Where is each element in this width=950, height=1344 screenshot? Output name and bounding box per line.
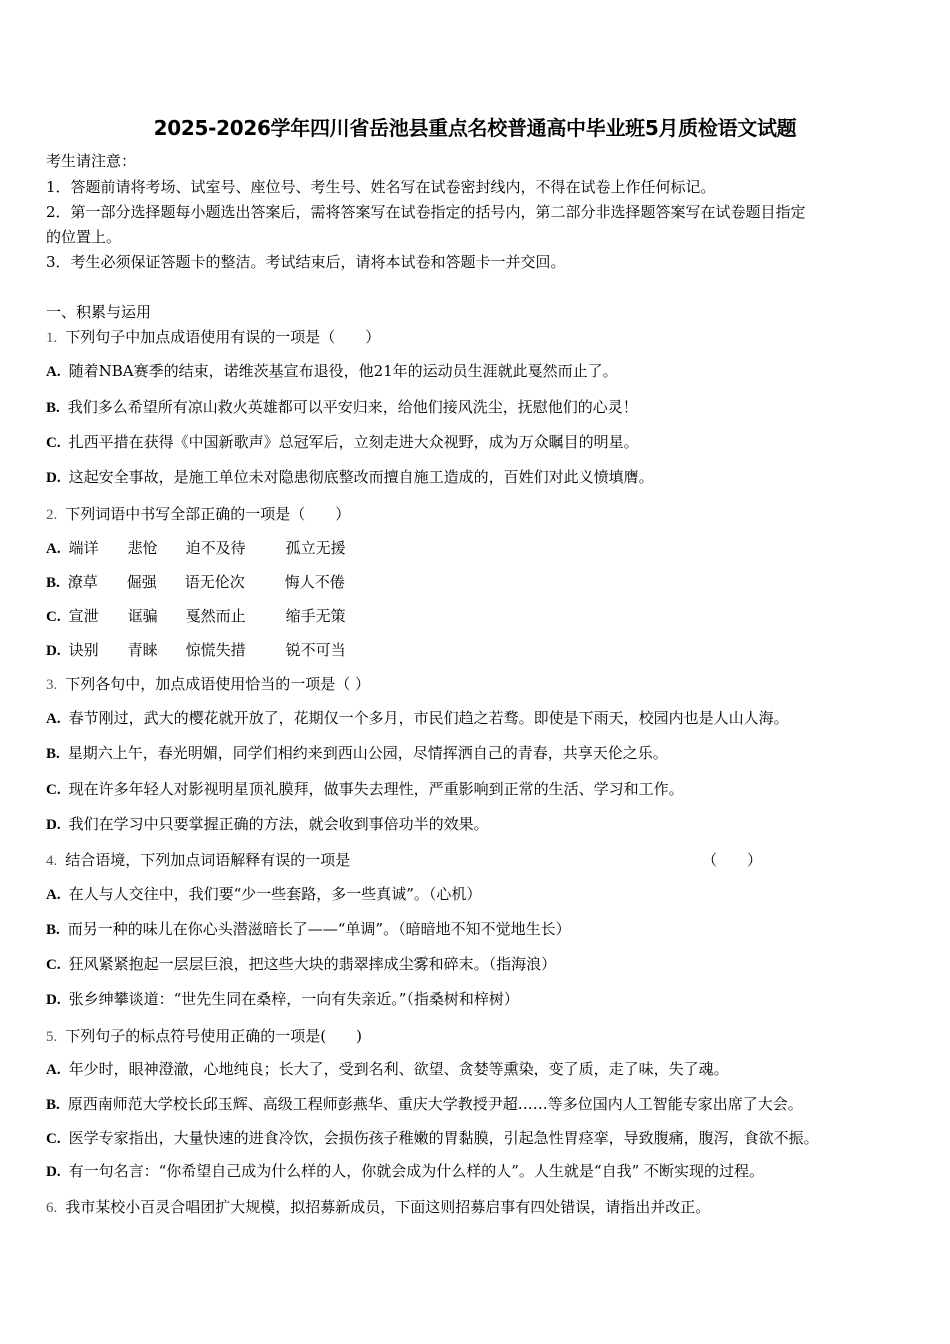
page-title: 2025-2026学年四川省岳池县重点名校普通高中毕业班5月质检语文试题 xyxy=(153,116,797,140)
question-stem xyxy=(46,504,350,525)
option-word: 缩手无策 xyxy=(285,607,346,625)
option-letter: C. xyxy=(46,609,61,625)
option-word: 悔人不倦 xyxy=(284,573,345,591)
option-text: 我们多么希望所有凉山救火英雄都可以平安归来，给他们接风洗尘，抚慰他们的心灵！ xyxy=(67,398,638,416)
option-word: 悲怆 xyxy=(127,539,158,557)
option-text: 张乡绅攀谈道：“世先生同在桑梓，一向有失亲近。”（指桑树和梓树） xyxy=(68,990,519,1008)
question-text: 结合语境，下列加点词语解释有误的一项是 xyxy=(65,851,351,869)
option-letter: D. xyxy=(46,643,61,659)
option-word: 语无伦次 xyxy=(184,573,245,591)
option-text: 扎西平措在获得《中国新歌声》总冠军后，立刻走进大众视野，成为万众瞩目的明星。 xyxy=(68,433,639,451)
option-letter: C. xyxy=(46,782,61,798)
option-c xyxy=(46,779,684,800)
option-word: 潦草 xyxy=(67,573,98,591)
option-word: 诀别 xyxy=(68,641,99,659)
option-a xyxy=(46,884,481,905)
option-d xyxy=(46,989,519,1010)
option-word: 惊慌失措 xyxy=(185,641,246,659)
option-word: 诓骗 xyxy=(127,607,158,625)
option-letter: B. xyxy=(46,400,60,416)
option-word: 青睐 xyxy=(127,641,158,659)
option-word: 戛然而止 xyxy=(185,607,246,625)
option-letter: A. xyxy=(46,1062,61,1078)
option-text: 医学专家指出，大量快速的进食冷饮，会损伤孩子稚嫩的胃黏膜，引起急性胃痉挛，导致腹痛，腹泻，食欲不振。 xyxy=(68,1129,819,1147)
option-letter: B. xyxy=(46,1097,60,1113)
option-c xyxy=(46,606,346,627)
option-text: 在人与人交往中，我们要“少一些套路，多一些真诚”。（心机） xyxy=(68,885,482,903)
option-b xyxy=(46,919,571,940)
option-b xyxy=(46,743,668,764)
option-letter: C. xyxy=(46,957,61,973)
option-letter: D. xyxy=(46,992,61,1008)
question-text: 下列各句中，加点成语使用恰当的一项是（ ） xyxy=(65,675,371,693)
option-d xyxy=(46,640,346,661)
option-d xyxy=(46,467,654,488)
option-letter: C. xyxy=(46,435,61,451)
notice-item: 的位置上。 xyxy=(46,228,122,246)
option-c xyxy=(46,432,639,453)
question-number: 3. xyxy=(46,677,58,693)
question-text: 下列句子中加点成语使用有误的一项是（ ） xyxy=(65,328,381,346)
option-letter: A. xyxy=(46,887,61,903)
notice-heading: 考生请注意： xyxy=(46,152,137,170)
option-a xyxy=(46,708,789,729)
option-letter: A. xyxy=(46,364,61,380)
option-word: 倔强 xyxy=(126,573,157,591)
option-c xyxy=(46,954,556,975)
option-text: 现在许多年轻人对影视明星顶礼膜拜，做事失去理性，严重影响到正常的生活、学习和工作。 xyxy=(68,780,684,798)
option-text: 原西南师范大学校长邱玉辉、高级工程师彭燕华、重庆大学教授尹超……等多位国内人工智能专家出席了大会。 xyxy=(67,1095,803,1113)
option-b xyxy=(46,397,638,418)
option-a xyxy=(46,538,346,559)
option-letter: A. xyxy=(46,541,61,557)
question-text: 下列句子的标点符号使用正确的一项是( ) xyxy=(65,1027,362,1045)
option-text: 年少时，眼神澄澈，心地纯良；长大了，受到名利、欲望、贪婪等熏染，变了质，走了味，失了魂。 xyxy=(68,1060,729,1078)
option-letter: D. xyxy=(46,817,61,833)
option-text: 有一句名言：“你希望自己成为什么样的人，你就会成为什么样的人”。人生就是“自我” 不断实现的过程。 xyxy=(68,1162,765,1180)
notice-item: 1．答题前请将考场、试室号、座位号、考生号、姓名写在试卷密封线内，不得在试卷上作任何标记。 xyxy=(46,178,716,196)
option-letter: B. xyxy=(46,746,60,762)
question-stem xyxy=(46,850,763,871)
option-text: 随着NBA赛季的结束，诺维茨基宣布退役，他21年的运动员生涯就此戛然而止了。 xyxy=(68,362,618,380)
option-d xyxy=(46,814,489,835)
option-letter: B. xyxy=(46,575,60,591)
question-stem xyxy=(46,1026,362,1047)
question-number: 1. xyxy=(46,330,58,346)
option-c xyxy=(46,1128,819,1149)
option-letter: C. xyxy=(46,1131,61,1147)
option-word: 端详 xyxy=(68,539,99,557)
option-a xyxy=(46,1059,729,1080)
question-number: 2. xyxy=(46,507,58,523)
question-number: 6. xyxy=(46,1200,58,1216)
answer-paren: （ ） xyxy=(702,851,763,869)
question-text: 我市某校小百灵合唱团扩大规模，拟招募新成员，下面这则招募启事有四处错误，请指出并改正。 xyxy=(65,1198,711,1216)
notice-item: 2．第一部分选择题每小题选出答案后，需将答案写在试卷指定的括号内，第二部分非选择题答案写在试卷题目指定 xyxy=(46,203,806,221)
question-number: 4. xyxy=(46,853,58,869)
option-d xyxy=(46,1161,764,1182)
option-text: 狂风紧紧抱起一层层巨浪，把这些大块的翡翠摔成尘雾和碎末。（指海浪） xyxy=(68,955,557,973)
option-word: 宣泄 xyxy=(68,607,99,625)
option-text: 而另一种的味儿在你心头潜滋暗长了——“单调”。（暗暗地不知不觉地生长） xyxy=(67,920,571,938)
option-letter: B. xyxy=(46,922,60,938)
option-letter: D. xyxy=(46,470,61,486)
question-text: 下列词语中书写全部正确的一项是（ ） xyxy=(65,505,351,523)
option-b xyxy=(46,1094,803,1115)
option-a xyxy=(46,361,618,382)
option-text: 星期六上午，春光明媚，同学们相约来到西山公园，尽情挥洒自己的青春，共享天伦之乐。 xyxy=(67,744,668,762)
option-letter: D. xyxy=(46,1164,61,1180)
notice-item: 3．考生必须保证答题卡的整洁。考试结束后，请将本试卷和答题卡一并交回。 xyxy=(46,253,566,271)
option-text: 这起安全事故，是施工单位未对隐患彻底整改而擅自施工造成的，百姓们对此义愤填膺。 xyxy=(68,468,654,486)
option-b xyxy=(46,572,345,593)
question-stem xyxy=(46,327,380,348)
question-stem xyxy=(46,1197,710,1218)
section-heading: 一、积累与运用 xyxy=(46,303,152,321)
option-word: 锐不可当 xyxy=(285,641,346,659)
question-number: 5. xyxy=(46,1029,58,1045)
option-letter: A. xyxy=(46,711,61,727)
option-word: 孤立无援 xyxy=(285,539,346,557)
option-word: 迫不及待 xyxy=(185,539,246,557)
question-stem xyxy=(46,674,370,695)
option-text: 我们在学习中只要掌握正确的方法，就会收到事倍功半的效果。 xyxy=(68,815,489,833)
option-text: 春节刚过，武大的樱花就开放了，花期仅一个多月，市民们趋之若骛。即使是下雨天，校园内也是人山人海。 xyxy=(68,709,789,727)
